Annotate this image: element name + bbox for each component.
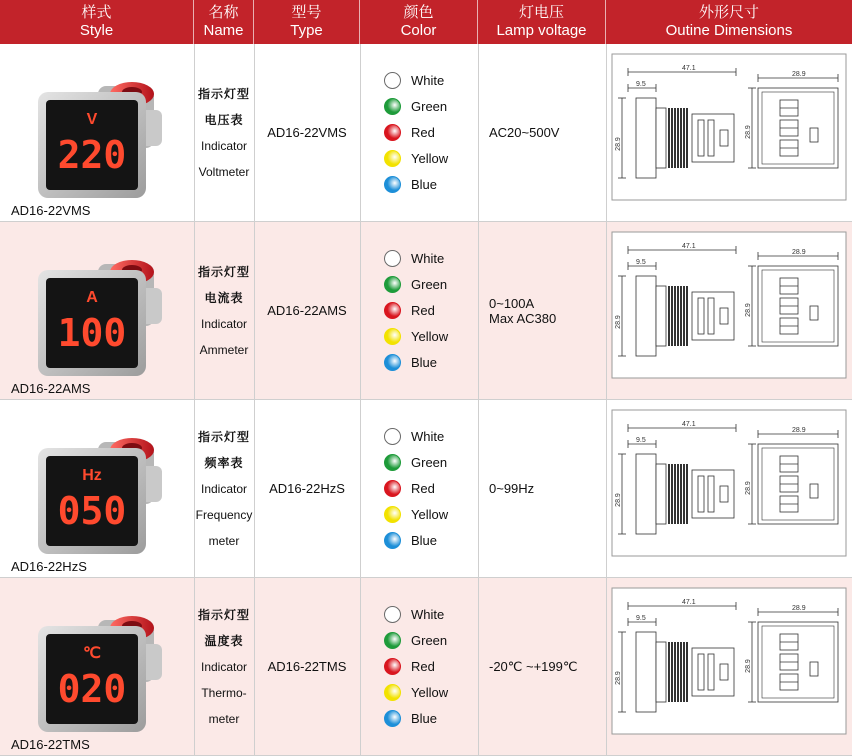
header-voltage bbox=[478, 0, 606, 44]
model-label: AD16-22HzS bbox=[11, 559, 87, 574]
dim-width: 28.9 bbox=[792, 71, 806, 78]
dim-height-front: 28.9 bbox=[745, 481, 752, 495]
color-label: White bbox=[411, 73, 445, 88]
name-line: 频率表 bbox=[204, 455, 244, 470]
color-option bbox=[384, 146, 478, 172]
type-code: AD16-22HzS bbox=[269, 481, 345, 496]
color-option bbox=[384, 272, 478, 298]
voltage-line: Max AC380 bbox=[489, 310, 557, 326]
lamp-voltage bbox=[478, 400, 606, 577]
color-swatch-icon bbox=[384, 506, 401, 523]
dim-height-front: 28.9 bbox=[745, 659, 752, 673]
color-option bbox=[384, 68, 478, 94]
color-swatch-icon bbox=[384, 72, 401, 89]
color-swatch-icon bbox=[384, 606, 401, 623]
color-option bbox=[384, 528, 478, 554]
table-row bbox=[0, 578, 852, 756]
table-row bbox=[0, 222, 852, 400]
name-line: 温度表 bbox=[204, 633, 244, 648]
color-swatch-icon bbox=[384, 658, 401, 675]
color-swatch-icon bbox=[384, 532, 401, 549]
color-swatch-icon bbox=[384, 480, 401, 497]
name-line: Indicator bbox=[200, 316, 248, 331]
name-line: 电压表 bbox=[204, 112, 244, 127]
header-type-en: Type bbox=[290, 22, 323, 39]
color-option bbox=[384, 172, 478, 198]
name-line: 指示灯型 bbox=[197, 429, 250, 444]
color-option bbox=[384, 450, 478, 476]
color-label: Red bbox=[411, 125, 435, 140]
header-name-en: Name bbox=[203, 22, 244, 39]
header-name-cn: 名称 bbox=[208, 4, 239, 21]
header-dimensions-cn: 外形尺寸 bbox=[698, 4, 759, 21]
model-label: AD16-22AMS bbox=[11, 381, 91, 396]
name-line: Indicator bbox=[200, 659, 248, 674]
dim-height: 28.9 bbox=[615, 315, 622, 329]
color-option bbox=[384, 654, 478, 680]
color-option bbox=[384, 298, 478, 324]
header-style bbox=[0, 0, 194, 44]
color-option bbox=[384, 350, 478, 376]
product-name bbox=[194, 400, 254, 577]
dim-length: 47.1 bbox=[682, 599, 696, 606]
color-option bbox=[384, 628, 478, 654]
header-type bbox=[254, 0, 360, 44]
table-row bbox=[0, 44, 852, 222]
model-label: AD16-22TMS bbox=[11, 737, 90, 752]
color-label: Blue bbox=[411, 177, 438, 192]
voltage-line: AC20~500V bbox=[489, 125, 560, 140]
color-swatch-icon bbox=[384, 124, 401, 141]
dim-length: 47.1 bbox=[682, 243, 696, 250]
indicator-meter-image bbox=[30, 592, 170, 740]
indicator-meter-image bbox=[30, 58, 170, 206]
dim-height: 28.9 bbox=[615, 137, 622, 151]
dim-offset: 9.5 bbox=[636, 437, 646, 444]
color-label: Yellow bbox=[411, 329, 449, 344]
color-options bbox=[360, 578, 478, 755]
color-label: White bbox=[411, 429, 445, 444]
color-label: Red bbox=[411, 303, 435, 318]
dim-length: 47.1 bbox=[682, 65, 696, 72]
color-swatch-icon bbox=[384, 150, 401, 167]
outline-dimensions bbox=[606, 222, 852, 399]
color-swatch-icon bbox=[384, 98, 401, 115]
name-line: Indicator bbox=[200, 138, 248, 153]
name-line: Frequency bbox=[195, 507, 253, 522]
color-option bbox=[384, 476, 478, 502]
color-label: Red bbox=[411, 659, 435, 674]
header-type-cn: 型号 bbox=[291, 4, 322, 21]
color-option bbox=[384, 680, 478, 706]
name-line: meter bbox=[208, 533, 240, 548]
color-swatch-icon bbox=[384, 632, 401, 649]
lamp-voltage bbox=[478, 578, 606, 755]
dim-width: 28.9 bbox=[792, 249, 806, 256]
color-label: White bbox=[411, 607, 445, 622]
color-swatch-icon bbox=[384, 176, 401, 193]
color-option bbox=[384, 502, 478, 528]
voltage-line: 0~99Hz bbox=[489, 481, 535, 496]
dim-height-front: 28.9 bbox=[745, 125, 752, 139]
color-swatch-icon bbox=[384, 428, 401, 445]
color-label: Blue bbox=[411, 711, 438, 726]
name-line: 电流表 bbox=[204, 290, 244, 305]
display-unit: Hz bbox=[82, 467, 102, 484]
outline-dimension-drawing bbox=[606, 582, 852, 752]
model-label: AD16-22VMS bbox=[11, 203, 91, 218]
outline-dimensions bbox=[606, 44, 852, 221]
dim-length: 47.1 bbox=[682, 421, 696, 428]
name-line: 指示灯型 bbox=[197, 607, 250, 622]
product-name bbox=[194, 578, 254, 755]
outline-dimensions bbox=[606, 578, 852, 755]
color-label: Red bbox=[411, 481, 435, 496]
color-swatch-icon bbox=[384, 354, 401, 371]
color-option bbox=[384, 602, 478, 628]
color-option bbox=[384, 424, 478, 450]
dim-offset: 9.5 bbox=[636, 81, 646, 88]
color-label: Blue bbox=[411, 355, 438, 370]
header-dimensions-en: Outine Dimensions bbox=[665, 22, 793, 39]
header-style-en: Style bbox=[79, 22, 114, 39]
color-option bbox=[384, 706, 478, 732]
name-line: Indicator bbox=[200, 481, 248, 496]
display-digits: 020 bbox=[57, 667, 127, 711]
color-options bbox=[360, 44, 478, 221]
color-options bbox=[360, 222, 478, 399]
display-digits: 220 bbox=[57, 133, 127, 177]
voltage-line: 0~100A bbox=[489, 295, 535, 311]
dim-height: 28.9 bbox=[615, 493, 622, 507]
header-color-cn: 颜色 bbox=[403, 4, 434, 21]
type-code: AD16-22VMS bbox=[267, 125, 347, 140]
color-label: White bbox=[411, 251, 445, 266]
color-option bbox=[384, 94, 478, 120]
outline-dimension-drawing bbox=[606, 226, 852, 396]
color-label: Yellow bbox=[411, 507, 449, 522]
dim-offset: 9.5 bbox=[636, 259, 646, 266]
outline-dimensions bbox=[606, 400, 852, 577]
display-digits: 100 bbox=[57, 311, 127, 355]
color-swatch-icon bbox=[384, 328, 401, 345]
header-name bbox=[194, 0, 254, 44]
lamp-voltage bbox=[478, 222, 606, 399]
name-line: 指示灯型 bbox=[197, 264, 250, 279]
color-options bbox=[360, 400, 478, 577]
display-unit: A bbox=[86, 289, 98, 306]
type-code: AD16-22TMS bbox=[267, 659, 347, 674]
dim-width: 28.9 bbox=[792, 427, 806, 434]
name-line: Thermo- bbox=[201, 685, 247, 700]
header-style-cn: 样式 bbox=[81, 4, 112, 21]
color-option bbox=[384, 120, 478, 146]
name-line: 指示灯型 bbox=[197, 86, 250, 101]
color-label: Green bbox=[411, 455, 448, 470]
outline-dimension-drawing bbox=[606, 404, 852, 574]
color-label: Yellow bbox=[411, 151, 449, 166]
type-code: AD16-22AMS bbox=[267, 303, 347, 318]
color-swatch-icon bbox=[384, 250, 401, 267]
display-unit: V bbox=[86, 111, 98, 128]
product-name bbox=[194, 222, 254, 399]
header-voltage-en: Lamp voltage bbox=[496, 22, 587, 39]
display-unit: ℃ bbox=[83, 645, 101, 662]
dim-height-front: 28.9 bbox=[745, 303, 752, 317]
name-line: Ammeter bbox=[199, 342, 249, 357]
outline-dimension-drawing bbox=[606, 48, 852, 218]
product-name bbox=[194, 44, 254, 221]
header-voltage-cn: 灯电压 bbox=[518, 4, 564, 21]
color-option bbox=[384, 324, 478, 350]
header-color bbox=[360, 0, 478, 44]
dim-width: 28.9 bbox=[792, 605, 806, 612]
indicator-meter-image bbox=[30, 414, 170, 562]
header-dimensions bbox=[606, 0, 852, 44]
color-swatch-icon bbox=[384, 684, 401, 701]
color-swatch-icon bbox=[384, 710, 401, 727]
table-row bbox=[0, 400, 852, 578]
name-line: meter bbox=[208, 711, 240, 726]
color-label: Green bbox=[411, 633, 448, 648]
color-label: Green bbox=[411, 277, 448, 292]
indicator-meter-image bbox=[30, 236, 170, 384]
color-label: Blue bbox=[411, 533, 438, 548]
color-swatch-icon bbox=[384, 454, 401, 471]
display-digits: 050 bbox=[57, 489, 127, 533]
name-line: Voltmeter bbox=[198, 164, 250, 179]
lamp-voltage bbox=[478, 44, 606, 221]
color-label: Green bbox=[411, 99, 448, 114]
dim-height: 28.9 bbox=[615, 671, 622, 685]
color-swatch-icon bbox=[384, 276, 401, 293]
table-header bbox=[0, 0, 852, 44]
color-label: Yellow bbox=[411, 685, 449, 700]
color-swatch-icon bbox=[384, 302, 401, 319]
header-color-en: Color bbox=[400, 22, 437, 39]
voltage-line: -20℃ ~+199℃ bbox=[489, 659, 578, 674]
color-option bbox=[384, 246, 478, 272]
dim-offset: 9.5 bbox=[636, 615, 646, 622]
